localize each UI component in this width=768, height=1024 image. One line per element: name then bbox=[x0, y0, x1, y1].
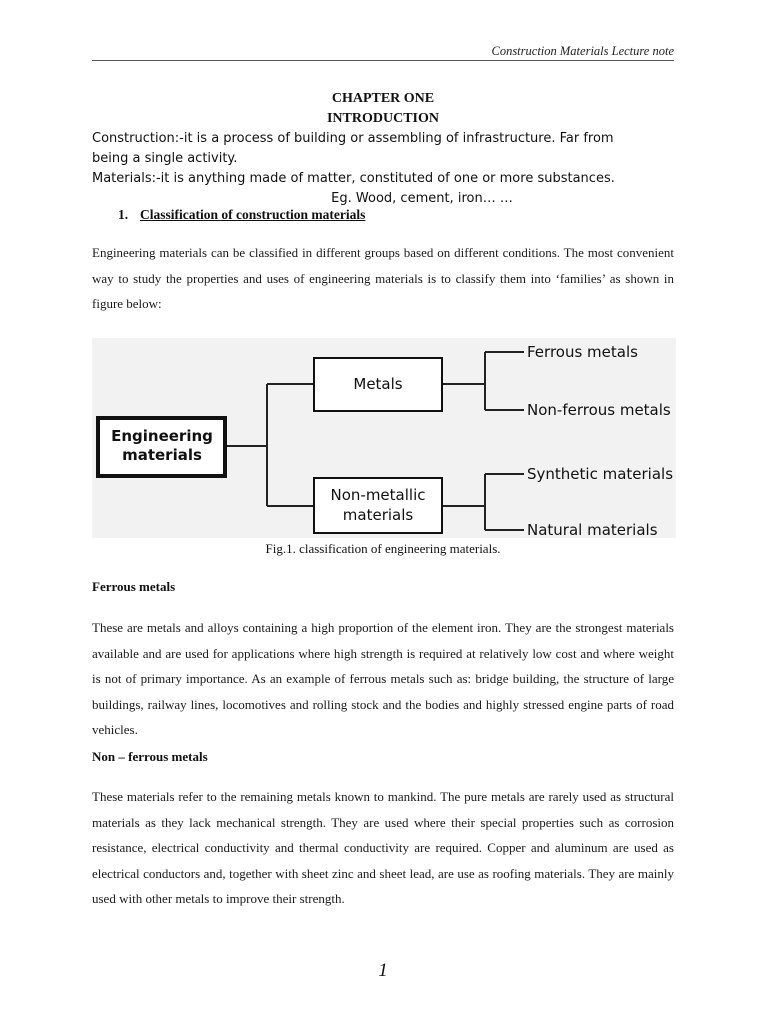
section-heading bbox=[118, 207, 365, 223]
figure-caption: Fig.1. classification of engineering materials. bbox=[265, 541, 501, 556]
non-ferrous-metals-label: Non-ferrous metals bbox=[527, 401, 671, 419]
root-label-line1: Engineering bbox=[111, 427, 213, 445]
section-title: Classification of construction materials bbox=[140, 207, 366, 222]
construction-definition-line1: Construction:-it is a process of building or assembling of infrastructure. Far from bbox=[92, 131, 614, 146]
definitions bbox=[92, 129, 682, 209]
synthetic-materials-label: Synthetic materials bbox=[527, 465, 674, 483]
materials-definition: Materials:-it is anything made of matter, constituted of one or more substances. bbox=[92, 171, 615, 186]
chapter-title bbox=[92, 89, 674, 129]
metals-label: Metals bbox=[353, 375, 403, 393]
section-number: 1. bbox=[118, 207, 129, 222]
page-number: 1 bbox=[378, 960, 388, 981]
ferrous-heading: Ferrous metals bbox=[92, 579, 176, 594]
non-metallic-label-line1: Non-metallic bbox=[330, 486, 426, 504]
running-header: Construction Materials Lecture note bbox=[491, 44, 674, 58]
header-rule bbox=[92, 60, 674, 61]
chapter-name: INTRODUCTION bbox=[326, 111, 439, 126]
natural-materials-label: Natural materials bbox=[527, 521, 658, 538]
classification-diagram bbox=[92, 338, 676, 538]
root-label-line2: materials bbox=[122, 446, 202, 464]
construction-definition-line2: being a single activity. bbox=[92, 151, 238, 166]
non-metallic-label-line2: materials bbox=[342, 506, 414, 524]
chapter-number: CHAPTER ONE bbox=[331, 91, 435, 106]
non-ferrous-body: These materials refer to the remaining metals known to mankind. The pure metals are rarely used as structural materials as they lack mechanical strength. They are used where their special properties such as corrosion resistance, electrical conductivity and thermal conductivity are required. Copper and aluminum are used as electrical conductors and, together with sheet zinc and sheet lead, are use as roofing materials. They are mainly used with other metals to improve their strength. bbox=[92, 789, 674, 906]
ferrous-metals-label: Ferrous metals bbox=[527, 343, 638, 361]
ferrous-body: These are metals and alloys containing a high proportion of the element iron. They are the strongest materials available and are used for applications where high strength is required at relatively low cost and where weight is not of primary importance. As an example of ferrous metals such as: bridge building, the structure of large buildings, railway lines, locomotives and rolling stock and the bodies and highly stressed engine parts of road vehicles. bbox=[92, 620, 674, 737]
classification-intro: Engineering materials can be classified in different groups based on different conditions. The most convenient way to study the properties and uses of engineering materials is to classify them into ‘families’ as shown in figure below: bbox=[92, 245, 674, 311]
non-ferrous-heading: Non – ferrous metals bbox=[92, 749, 208, 764]
materials-example: Eg. Wood, cement, iron… … bbox=[331, 191, 513, 206]
